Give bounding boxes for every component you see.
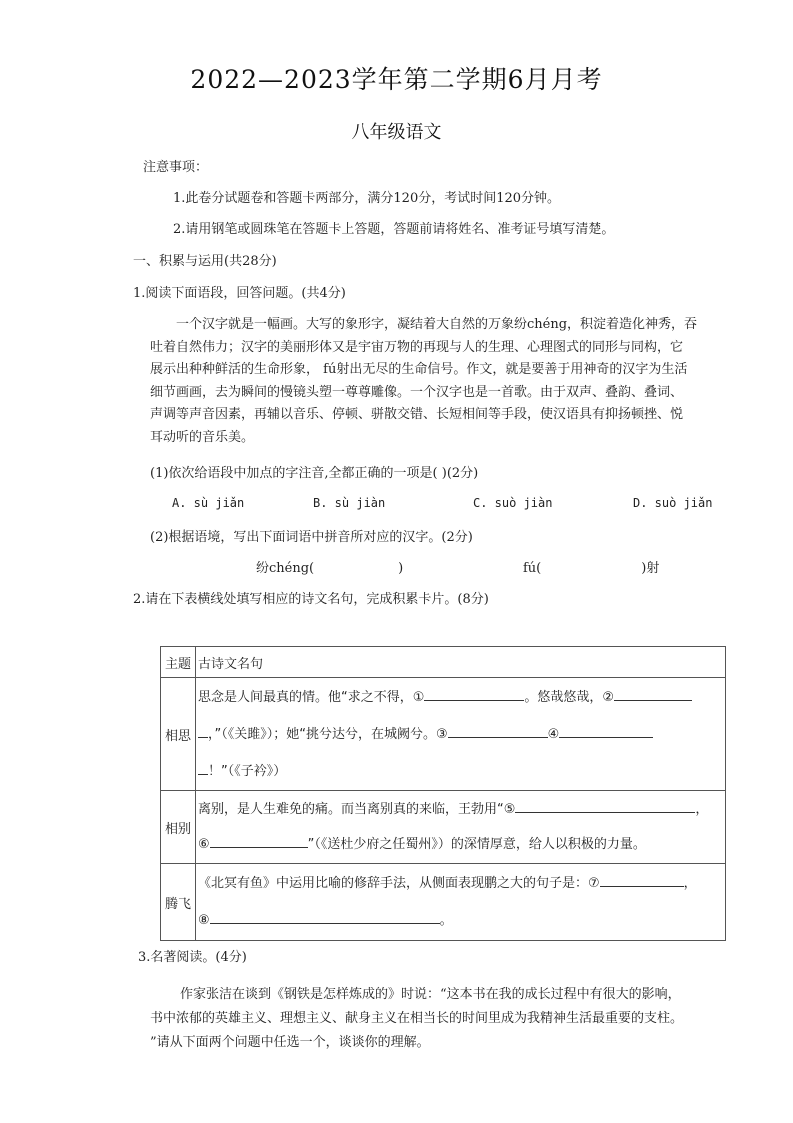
answer-blank-7[interactable] xyxy=(600,872,684,887)
row-content: 思念是人间最真的情。他“求之不得，① 。悠哉悠哉，② ，”（《关雎》）；她“挑兮达兮，在城阙兮。③ ④ ！”（《子衿》） xyxy=(196,678,726,791)
table-header-row xyxy=(161,647,726,678)
answer-blank-5[interactable] xyxy=(515,798,695,813)
answer-blank-4[interactable] xyxy=(559,723,653,738)
header-theme: 主题 xyxy=(161,647,196,678)
passage-line: 展示出种种鲜活的生命形象， fú射出无尽的生命信号。作文，就是要善于用神奇的汉字为生活 xyxy=(150,362,688,377)
exam-title: 2022—2023学年第二学期6月月考 xyxy=(190,65,603,94)
passage-line: 声调等声音因素，再辅以音乐、停顿、骈散交错、长短相间等手段，使汉语具有抑扬顿挫、悦 xyxy=(150,407,684,422)
passage-line: 吐着自然伟力；汉字的美丽形体又是宇宙万物的再现与人的生理、心理图式的同形与同构，它 xyxy=(150,339,684,355)
row-theme: 腾飞 xyxy=(161,864,196,941)
accumulation-card-table xyxy=(160,646,726,941)
answer-blank-6[interactable] xyxy=(210,833,308,848)
notice-item: 1.此卷分试题卷和答题卡两部分，满分120分，考试时间120分钟。 xyxy=(173,191,561,206)
passage-line: 作家张洁在谈到《钢铁是怎样炼成的》时说：“这本书在我的成长过程中有很大的影响， xyxy=(180,987,681,1002)
row-content: 离别，是人生难免的痛。而当离别真的来临，王勃用“⑤ ， ⑥ ”（《送杜少府之任蜀州》）的深情厚意，给人以积极的力量。 xyxy=(196,791,726,864)
notice-heading: 注意事项： xyxy=(143,160,209,175)
passage-line: 一个汉字就是一幅画。大写的象形字，凝结着大自然的万象纷chéng，积淀着造化神秀，吞 xyxy=(176,317,698,332)
passage-line: ”请从下面两个问题中任选一个，谈谈你的理解。 xyxy=(150,1035,430,1050)
option-d[interactable]: D. suò jiǎn xyxy=(633,496,713,510)
table-row xyxy=(161,678,726,791)
fill-blank-1[interactable] xyxy=(256,557,403,576)
sub-question: (1)依次给语段中加点的字注音,全都正确的一项是( )(2分) xyxy=(150,466,479,481)
header-quotes: 古诗文名句 xyxy=(196,647,726,678)
option-c[interactable]: C. suò jiàn xyxy=(473,496,553,510)
answer-blank-3[interactable] xyxy=(448,723,548,738)
fill-suffix: ) xyxy=(398,561,404,576)
answer-blank-2-cont[interactable] xyxy=(198,723,208,738)
passage-line: 耳动听的音乐美。 xyxy=(150,429,255,445)
notice-item: 2.请用钢笔或圆珠笔在答题卡上答题，答题前请将姓名、准考证号填写清楚。 xyxy=(173,222,615,237)
row-theme: 相别 xyxy=(161,791,196,864)
fill-prefix: fú( xyxy=(523,561,542,576)
option-b[interactable]: B. sù jiàn xyxy=(313,496,386,510)
fill-suffix: )射 xyxy=(641,561,660,576)
answer-blank-2[interactable] xyxy=(614,686,692,701)
question-stem: 2.请在下表横线处填写相应的诗文名句，完成积累卡片。(8分) xyxy=(133,592,489,607)
option-a[interactable]: A. sù jiǎn xyxy=(172,496,245,510)
table-row xyxy=(161,864,726,941)
question-stem: 3.名著阅读。(4分) xyxy=(138,950,247,965)
passage-line: 书中浓郁的英雄主义、理想主义、献身主义在相当长的时间里成为我精神生活最重要的支柱。 xyxy=(150,1011,684,1026)
fill-blank-2[interactable] xyxy=(523,557,659,576)
answer-blank-8[interactable] xyxy=(210,909,440,924)
answer-blank-1[interactable] xyxy=(424,686,524,701)
section-heading: 一、积累与运用(共28分) xyxy=(133,254,277,269)
row-content: 《北冥有鱼》中运用比喻的修辞手法，从侧面表现鹏之大的句子是：⑦ ， ⑧ 。 xyxy=(196,864,726,941)
reading-passage xyxy=(150,314,730,449)
exam-subtitle: 八年级语文 xyxy=(351,122,442,143)
question-stem: 1.阅读下面语段，回答问题。(共4分) xyxy=(133,286,346,301)
reading-passage xyxy=(150,983,735,1055)
row-theme: 相思 xyxy=(161,678,196,791)
fill-prefix: 纷chéng( xyxy=(256,561,315,576)
sub-question: (2)根据语境，写出下面词语中拼音所对应的汉字。(2分) xyxy=(150,530,473,545)
table-row xyxy=(161,791,726,864)
passage-line: 细节画画，去为瞬间的慢镜头塑一尊尊雕像。一个汉字也是一首歌。由于双声、叠韵、叠词、 xyxy=(150,384,684,400)
answer-blank-4-cont[interactable] xyxy=(198,760,208,775)
